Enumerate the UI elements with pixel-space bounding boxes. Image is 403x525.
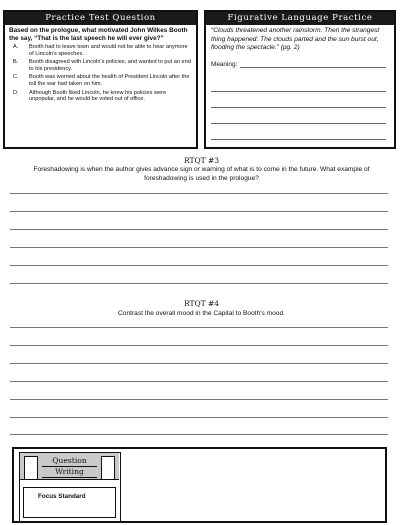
answer-line[interactable]: [10, 327, 388, 328]
option-text: Booth had to leave town and would not be able to hear anymore of Lincoln's speeches.: [29, 44, 188, 57]
answer-option-a: [9, 44, 192, 57]
practice-test-panel: [3, 10, 198, 149]
answer-line[interactable]: [10, 265, 388, 266]
banner-tab: [101, 456, 115, 480]
practice-test-header: Practice Test Question: [5, 12, 196, 25]
question-writing-title-line2: Writing: [42, 467, 97, 478]
option-letter: C.: [13, 74, 19, 81]
meaning-answer-line[interactable]: [240, 61, 386, 68]
figurative-language-panel: [204, 10, 396, 149]
focus-standard-box[interactable]: Focus Standard: [23, 487, 116, 518]
option-letter: A.: [13, 44, 19, 50]
question-writing-badge: [19, 452, 121, 522]
meaning-label: Meaning:: [211, 60, 238, 68]
figurative-language-header: Figurative Language Practice: [206, 12, 394, 25]
rtqt3-prompt: Foreshadowing is when the author gives advance sign or warning of what is to come in the future. What example of foreshadowing is used in the prologue?: [33, 166, 370, 182]
answer-line[interactable]: [10, 211, 388, 212]
answer-line[interactable]: [10, 229, 388, 230]
question-writing-banner: [20, 453, 119, 480]
answer-line[interactable]: [211, 107, 386, 108]
option-text: Although Booth liked Lincoln, he knew his policies were unpopular, and he would be voted out of office.: [29, 89, 167, 103]
question-writing-box: [12, 447, 387, 523]
answer-line[interactable]: [10, 193, 388, 194]
meaning-row: [206, 61, 394, 68]
banner-tab: [24, 456, 38, 480]
rtqt4-prompt: Contrast the overall mood in the Capital to Booth's mood.: [118, 310, 285, 317]
answer-line[interactable]: [10, 381, 388, 382]
option-text: Booth disagreed with Lincoln's policies, and wanted to put an end to his presidency.: [29, 59, 191, 72]
answer-line[interactable]: [10, 417, 388, 418]
question-writing-title-line1: Question: [42, 456, 97, 467]
answer-option-c: [9, 74, 192, 87]
figurative-quote: “Clouds threatened another rainstorm. Then the strangest thing happened: The clouds parted and the sun burst out, flooding the spectacle.” (pg. 2): [211, 27, 380, 52]
rtqt3-title: RTQT #3: [183, 156, 220, 165]
option-letter: D.: [13, 89, 19, 96]
answer-line[interactable]: [10, 283, 388, 284]
answer-line[interactable]: [10, 399, 388, 400]
rtqt4-title: RTQT #4: [183, 299, 220, 308]
answer-line[interactable]: [211, 123, 386, 124]
answer-line[interactable]: [10, 434, 388, 435]
answer-line[interactable]: [10, 363, 388, 364]
answer-line[interactable]: [211, 139, 386, 140]
answer-option-d: [9, 90, 192, 103]
question-writing-title: [42, 456, 97, 478]
answer-line[interactable]: [10, 247, 388, 248]
answer-option-b: [9, 59, 192, 72]
answer-line[interactable]: [211, 91, 386, 92]
option-letter: B.: [13, 59, 19, 66]
option-text: Booth was worried about the health of President Lincoln after the toll the war had taken on him.: [29, 74, 190, 87]
answer-options: [5, 44, 196, 103]
practice-question: Based on the prologue, what motivated John Wilkes Booth the say, “That is the last speech he will ever give?”: [9, 27, 188, 42]
answer-line[interactable]: [10, 345, 388, 346]
